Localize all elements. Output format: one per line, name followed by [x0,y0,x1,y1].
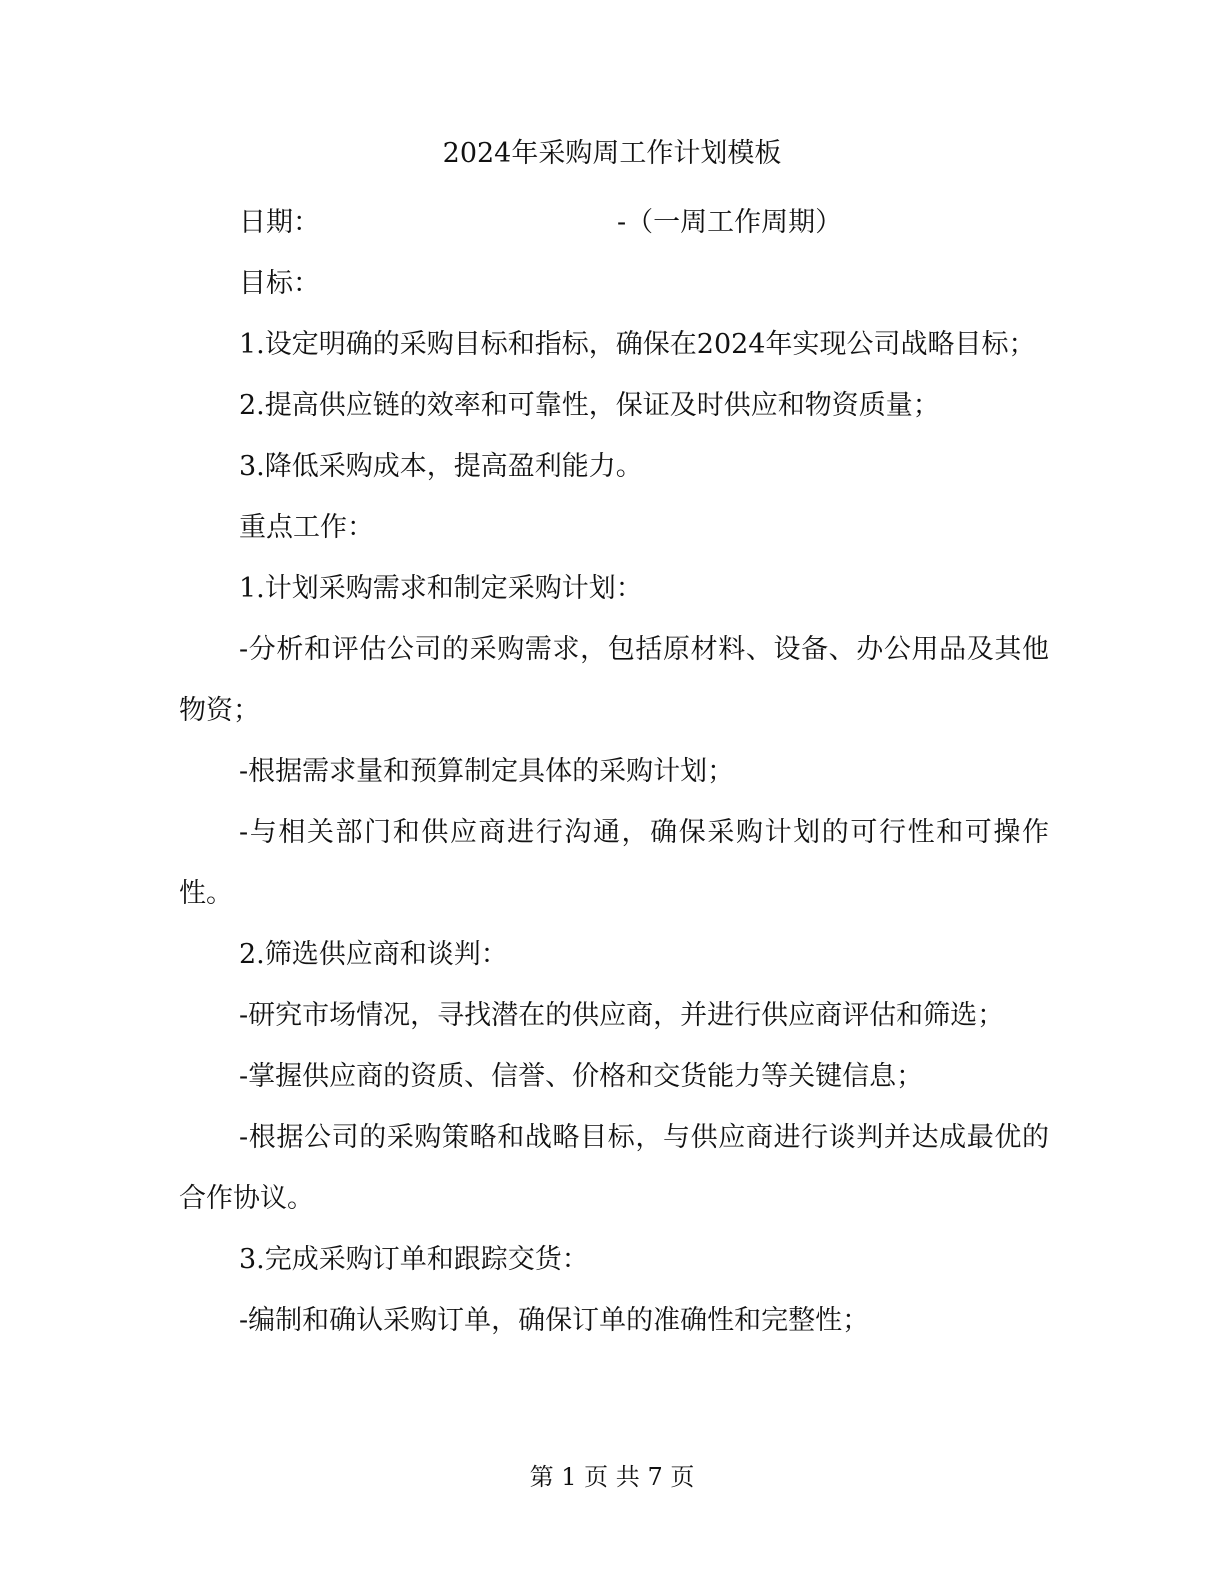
section-item: -分析和评估公司的采购需求，包括原材料、设备、办公用品及其他物资； [179,634,1049,726]
page-footer: 第 1 页 共 7 页 [529,1463,695,1491]
section-item: -研究市场情况，寻找潜在的供应商，并进行供应商评估和筛选； [239,1000,1005,1031]
date-label: 日期： [239,207,320,238]
section-item: -与相关部门和供应商进行沟通，确保采购计划的可行性和可操作性。 [179,817,1049,909]
goals-heading: 目标： [239,268,320,299]
section-heading: 3.完成采购订单和跟踪交货： [239,1244,589,1275]
goal-item: 2.提高供应链的效率和可靠性，保证及时供应和物资质量； [239,390,940,421]
section-item: -编制和确认采购订单，确保订单的准确性和完整性； [239,1305,870,1336]
date-period: -（一周工作周期） [617,207,843,238]
date-line [179,192,1049,253]
document-title: 2024年采购周工作计划模板 [442,138,782,169]
section-item: -根据公司的采购策略和战略目标，与供应商进行谈判并达成最优的合作协议。 [179,1122,1049,1214]
section-item: -掌握供应商的资质、信誉、价格和交货能力等关键信息； [239,1061,924,1092]
section-item: -根据需求量和预算制定具体的采购计划； [239,756,735,787]
section-heading: 2.筛选供应商和谈判： [239,939,508,970]
document-body [179,192,1049,1351]
section-heading: 1.计划采购需求和制定采购计划： [239,573,643,604]
key-work-heading: 重点工作： [239,512,374,543]
goal-item: 3.降低采购成本，提高盈利能力。 [239,451,643,482]
goal-item: 1.设定明确的采购目标和指标，确保在2024年实现公司战略目标； [239,329,1036,360]
